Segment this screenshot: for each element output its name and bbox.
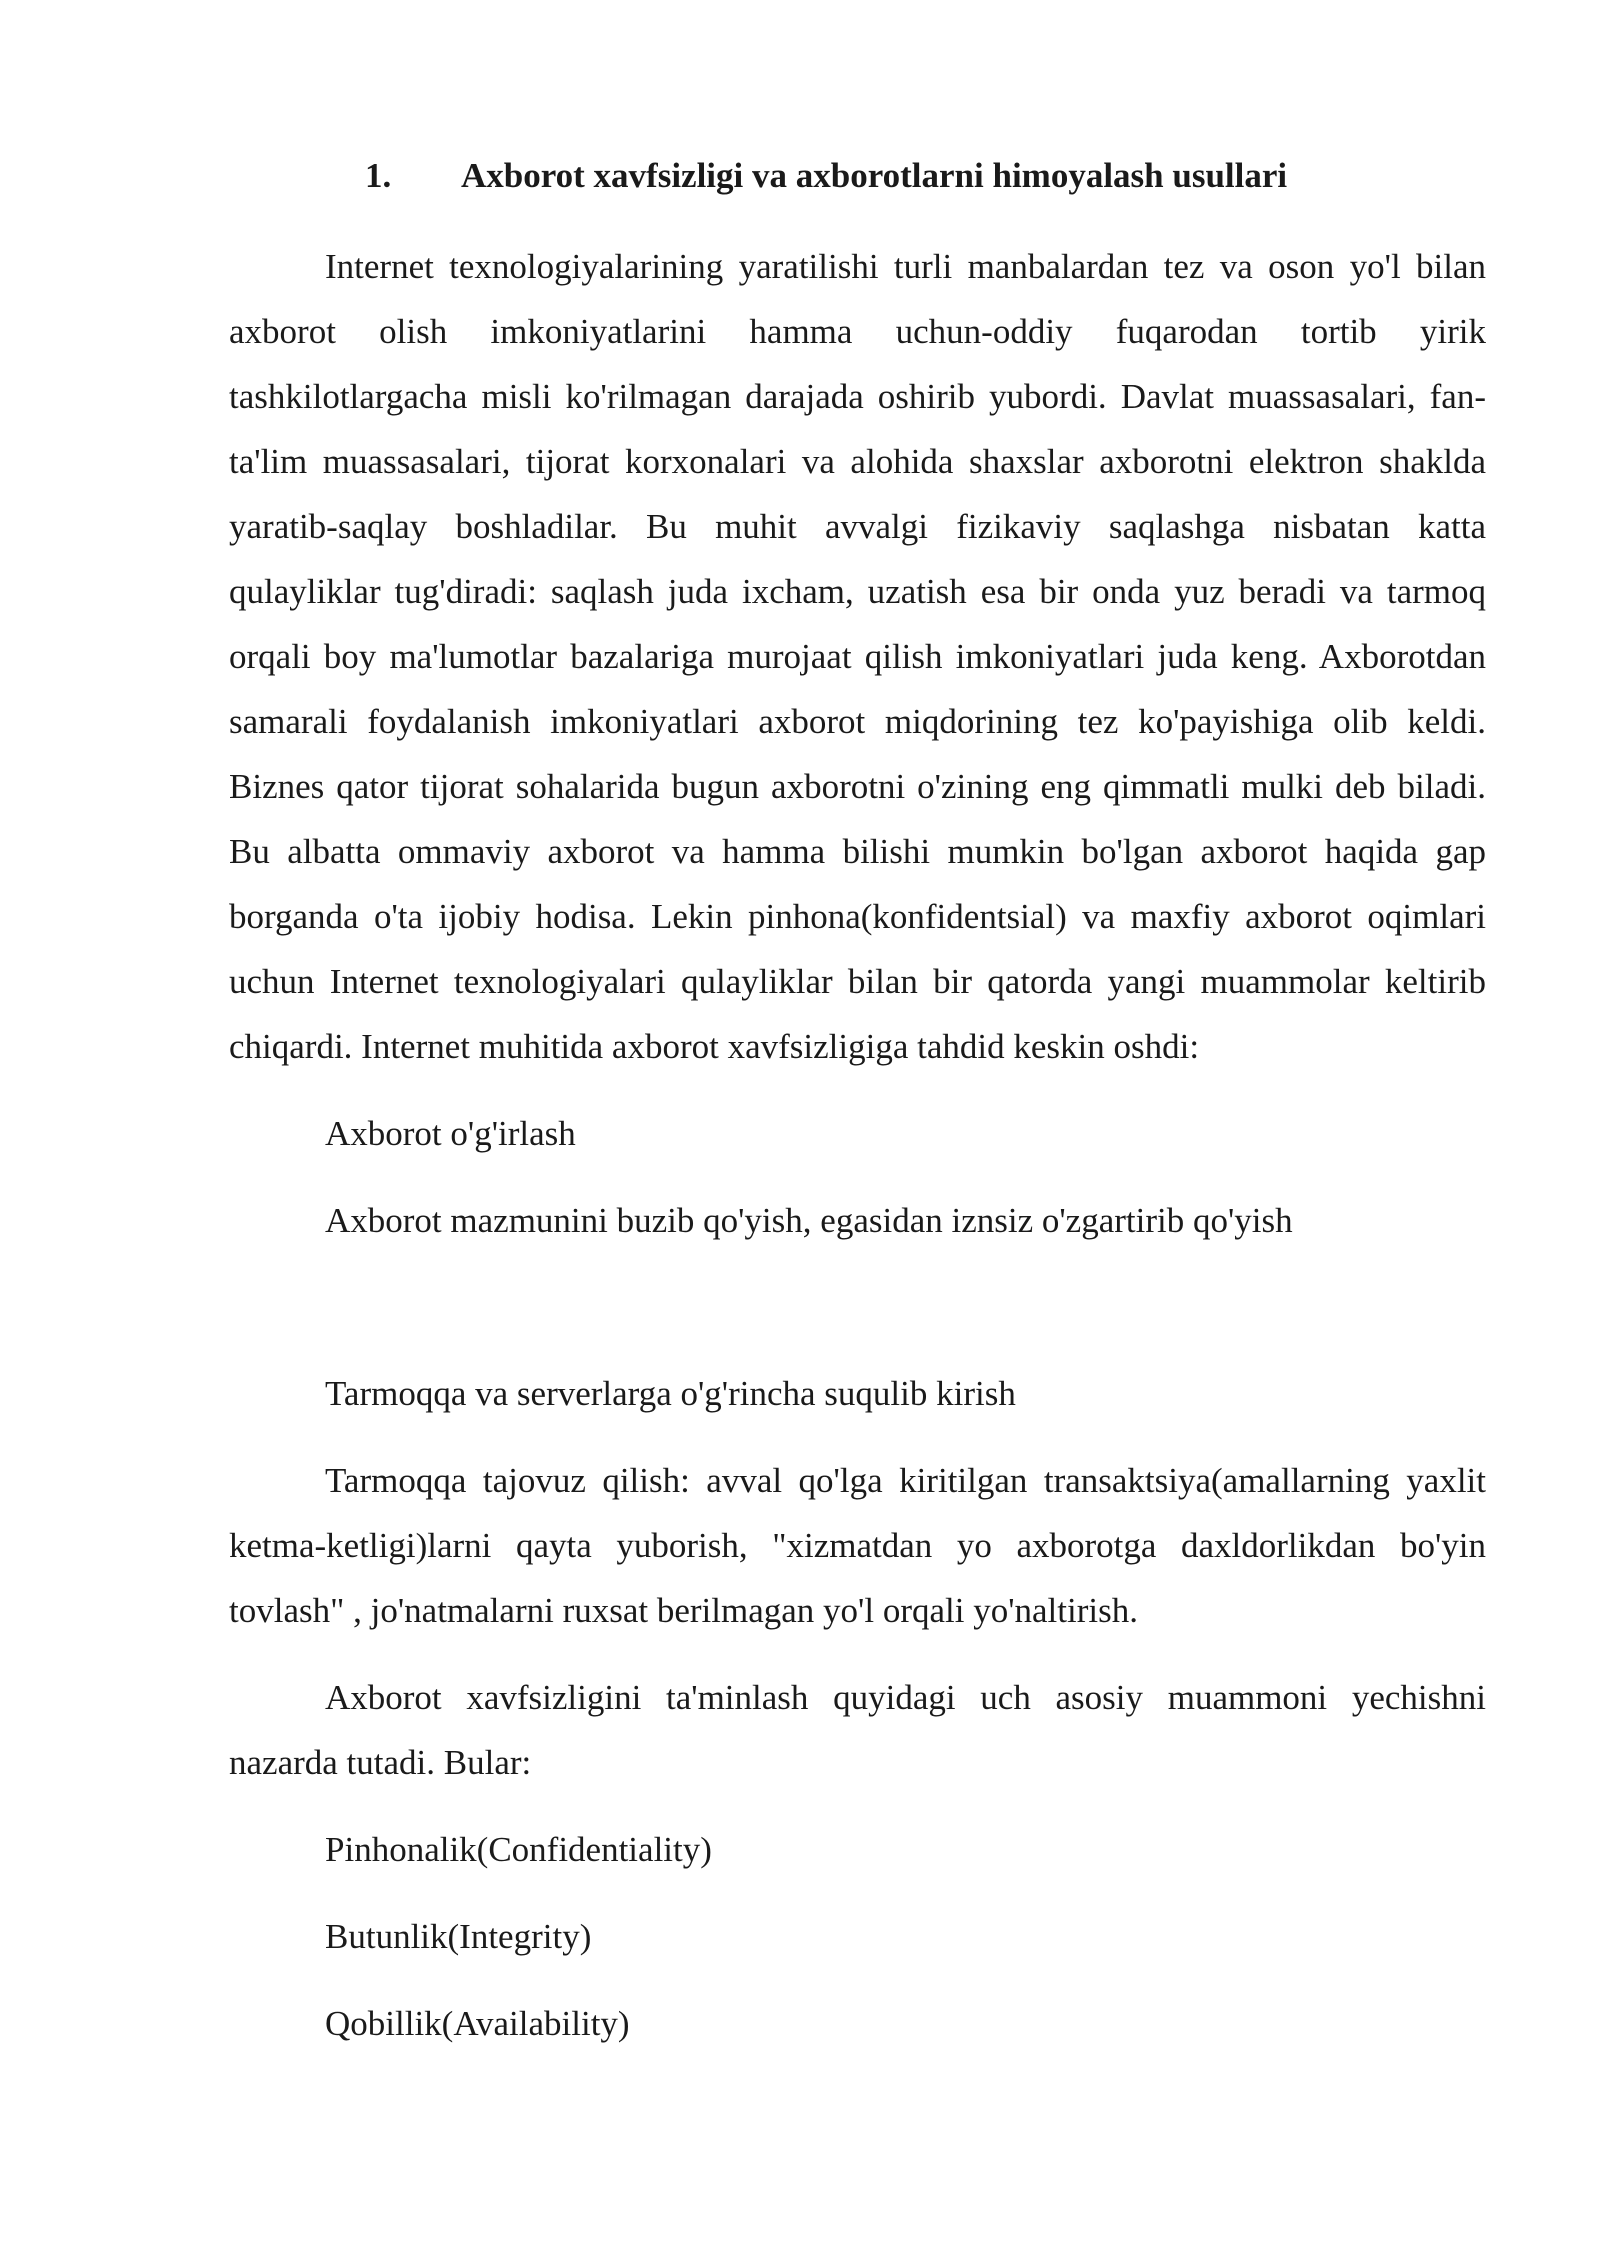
threat-item: Tarmoqqa va serverlarga o'g'rincha suqulib kirish [325,1374,1016,1413]
principle-item: Qobillik(Availability) [325,2004,630,2043]
section-number: 1. [365,156,392,195]
section-title: Axborot xavfsizligi va axborotlarni himoyalash usullari [461,156,1288,195]
attack-paragraph: Tarmoqqa tajovuz qilish: avval qo'lga kiritilgan transaktsiya(amallarning yaxlit ketma-ketligi)larni qayta yuborish, "xizmatdan yo axborotga daxldorlikdan bo'yin tovlash" , jo'natmalarni ruxsat berilmagan yo'l orqali yo'naltirish. [229,1461,1486,1630]
threat-item: Axborot mazmunini buzib qo'yish, egasidan iznsiz o'zgartirib qo'yish [325,1201,1293,1240]
section-heading [229,148,1486,204]
document-page [229,148,1486,2056]
threat-item: Axborot o'g'irlash [325,1114,576,1153]
security-paragraph: Axborot xavfsizligini ta'minlash quyidagi uch asosiy muammoni yechishni nazarda tutadi. Bular: [229,1678,1486,1782]
principle-item: Pinhonalik(Confidentiality) [325,1830,712,1869]
principle-item: Butunlik(Integrity) [325,1917,592,1956]
intro-paragraph: Internet texnologiyalarining yaratilishi turli manbalardan tez va oson yo'l bilan axborot olish imkoniyatlarini hamma uchun-oddiy fuqarodan tortib yirik tashkilotlargacha misli ko'rilmagan darajada oshirib yubordi. Davlat muassasalari, fan-ta'lim muassasalari, tijorat korxonalari va alohida shaxslar axborotni elektron shaklda yaratib-saqlay boshladilar. Bu muhit avvalgi fizikaviy saqlashga nisbatan katta qulayliklar tug'diradi: saqlash juda ixcham, uzatish esa bir onda yuz beradi va tarmoq orqali boy ma'lumotlar bazalariga murojaat qilish imkoniyatlari juda keng. Axborotdan samarali foydalanish imkoniyatlari axborot miqdorining tez ko'payishiga olib keldi. Biznes qator tijorat sohalarida bugun axborotni o'zining eng qimmatli mulki deb biladi. Bu albatta ommaviy axborot va hamma bilishi mumkin bo'lgan axborot haqida gap borganda o'ta ijobiy hodisa. Lekin pinhona(konfidentsial) va maxfiy axborot oqimlari uchun Internet texnologiyalari qulayliklar bilan bir qatorda yangi muammolar keltirib chiqardi. Internet muhitida axborot xavfsizligiga tahdid keskin oshdi: [229,247,1486,1066]
